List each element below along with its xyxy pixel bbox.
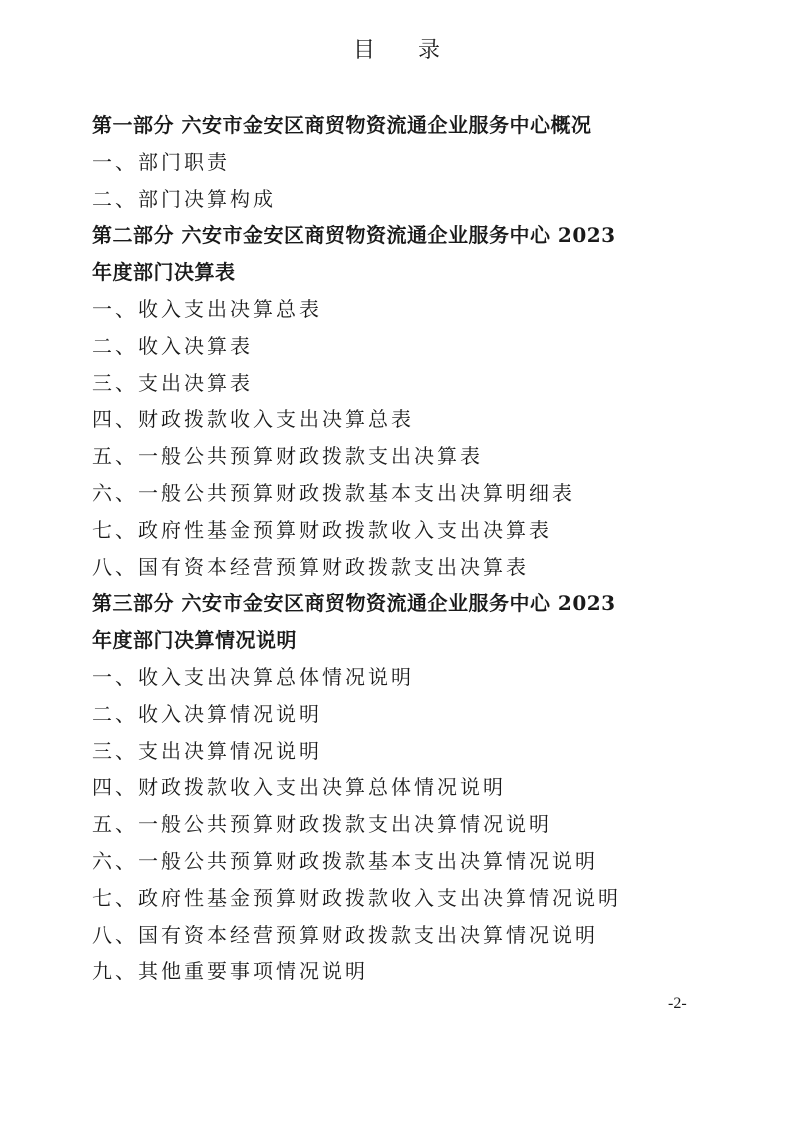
toc-part-heading: 第二部分 六安市金安区商贸物资流通企业服务中心 2023 (92, 223, 616, 248)
toc-item: 二、部门决算构成 (92, 186, 276, 211)
toc-item: 四、财政拨款收入支出决算总表 (92, 407, 414, 432)
toc-item: 一、收入支出决算总体情况说明 (92, 664, 414, 689)
toc-part-heading: 年度部门决算情况说明 (92, 628, 297, 653)
toc-item: 九、其他重要事项情况说明 (92, 959, 368, 984)
toc-item: 六、一般公共预算财政拨款基本支出决算明细表 (92, 480, 575, 505)
toc-part-heading: 年度部门决算表 (92, 260, 236, 285)
toc-item: 八、国有资本经营预算财政拨款支出决算表 (92, 554, 529, 579)
table-of-contents (92, 107, 712, 990)
page-title: 目 录 (353, 38, 458, 63)
toc-item: 一、收入支出决算总表 (92, 296, 322, 321)
toc-part-heading: 第一部分 六安市金安区商贸物资流通企业服务中心概况 (92, 113, 592, 137)
toc-item: 八、国有资本经营预算财政拨款支出决算情况说明 (92, 922, 598, 947)
page-number: -2- (668, 995, 687, 1012)
toc-part-heading: 第三部分 六安市金安区商贸物资流通企业服务中心 2023 (92, 591, 616, 616)
toc-item: 一、部门职责 (92, 149, 230, 174)
toc-item: 二、收入决算表 (92, 333, 253, 358)
toc-item: 七、政府性基金预算财政拨款收入支出决算情况说明 (92, 885, 621, 910)
toc-item: 三、支出决算情况说明 (92, 738, 322, 763)
toc-item: 三、支出决算表 (92, 370, 253, 395)
toc-item: 七、政府性基金预算财政拨款收入支出决算表 (92, 517, 552, 542)
toc-item: 六、一般公共预算财政拨款基本支出决算情况说明 (92, 848, 598, 873)
toc-item: 五、一般公共预算财政拨款支出决算表 (92, 444, 483, 469)
toc-item: 四、财政拨款收入支出决算总体情况说明 (92, 775, 506, 800)
toc-item: 二、收入决算情况说明 (92, 701, 322, 726)
toc-item: 五、一般公共预算财政拨款支出决算情况说明 (92, 812, 552, 837)
